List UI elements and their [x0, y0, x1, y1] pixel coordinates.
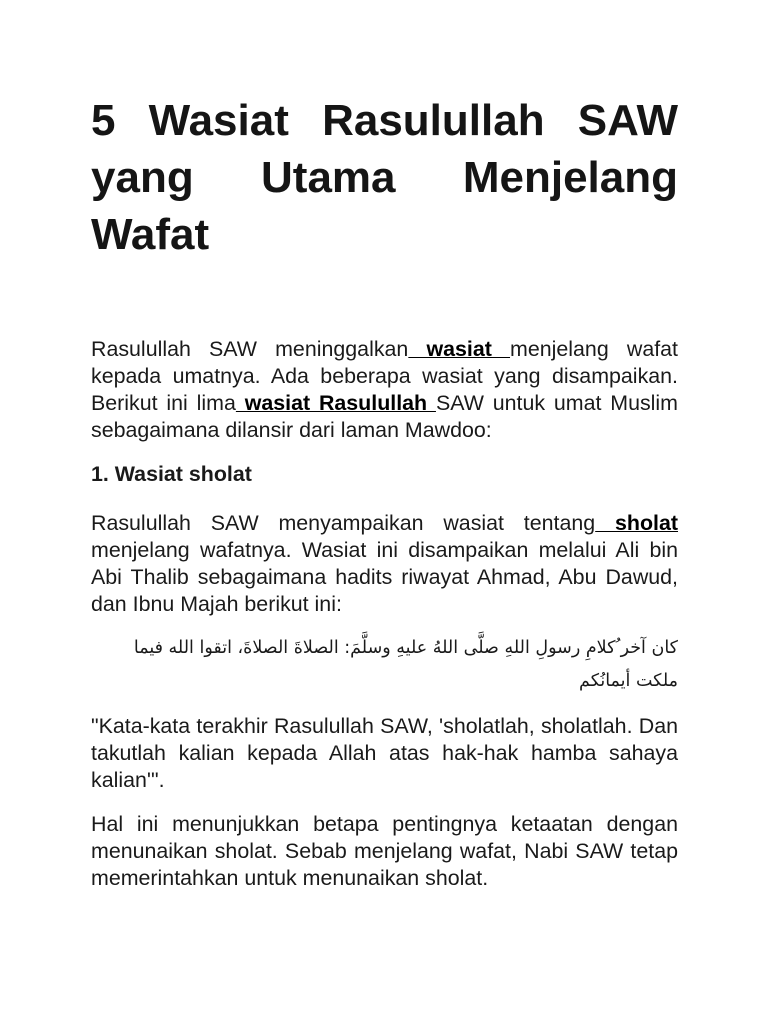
- link-wasiat[interactable]: wasiat: [408, 337, 511, 361]
- sholat-text-1: Rasulullah SAW menyampaikan wasiat tentang: [91, 511, 596, 535]
- article-title: 5 Wasiat Rasulullah SAW yang Utama Menjelang Wafat: [91, 96, 678, 259]
- sholat-text-2: menjelang wafatnya. Wasiat ini disampaikan melalui Ali bin Abi Thalib sebagaimana hadits riwayat Ahmad, Abu Dawud, dan Ibnu Majah berikut ini:: [91, 538, 678, 616]
- article: [91, 92, 678, 892]
- hadith-translation: "Kata-kata terakhir Rasulullah SAW, 'sholatlah, sholatlah. Dan takutlah kalian kepada Allah atas hak-hak hamba sahaya kalian'".: [91, 714, 678, 792]
- intro-text-2: menjelang wafat kepada umatnya. Ada beberapa wasiat yang disampaikan. Berikut ini lima: [91, 337, 678, 415]
- arabic-hadith: كان آخر ُكلامِ رسولِ اللهِ صلَّى اللهُ عليهِ وسلَّمَ: الصلاةَ الصلاةَ، اتقوا الله فيما ملكت أيمانُكم: [133, 638, 678, 691]
- intro-text-3: SAW untuk umat Muslim sebagaimana dilansir dari laman Mawdoo:: [91, 391, 679, 442]
- link-sholat[interactable]: sholat: [595, 511, 679, 535]
- sholat-paragraph: [91, 510, 678, 618]
- link-wasiat-rasulullah[interactable]: wasiat Rasulullah: [235, 391, 436, 415]
- closing-paragraph: Hal ini menunjukkan betapa pentingnya ketaatan dengan menunaikan sholat. Sebab menjelang wafat, Nabi SAW tetap memerintahkan untuk menunaikan sholat.: [91, 812, 678, 890]
- section-heading-sholat: 1. Wasiat sholat: [91, 462, 252, 486]
- intro-text-1: Rasulullah SAW meninggalkan: [91, 337, 409, 361]
- intro-paragraph: [91, 336, 678, 444]
